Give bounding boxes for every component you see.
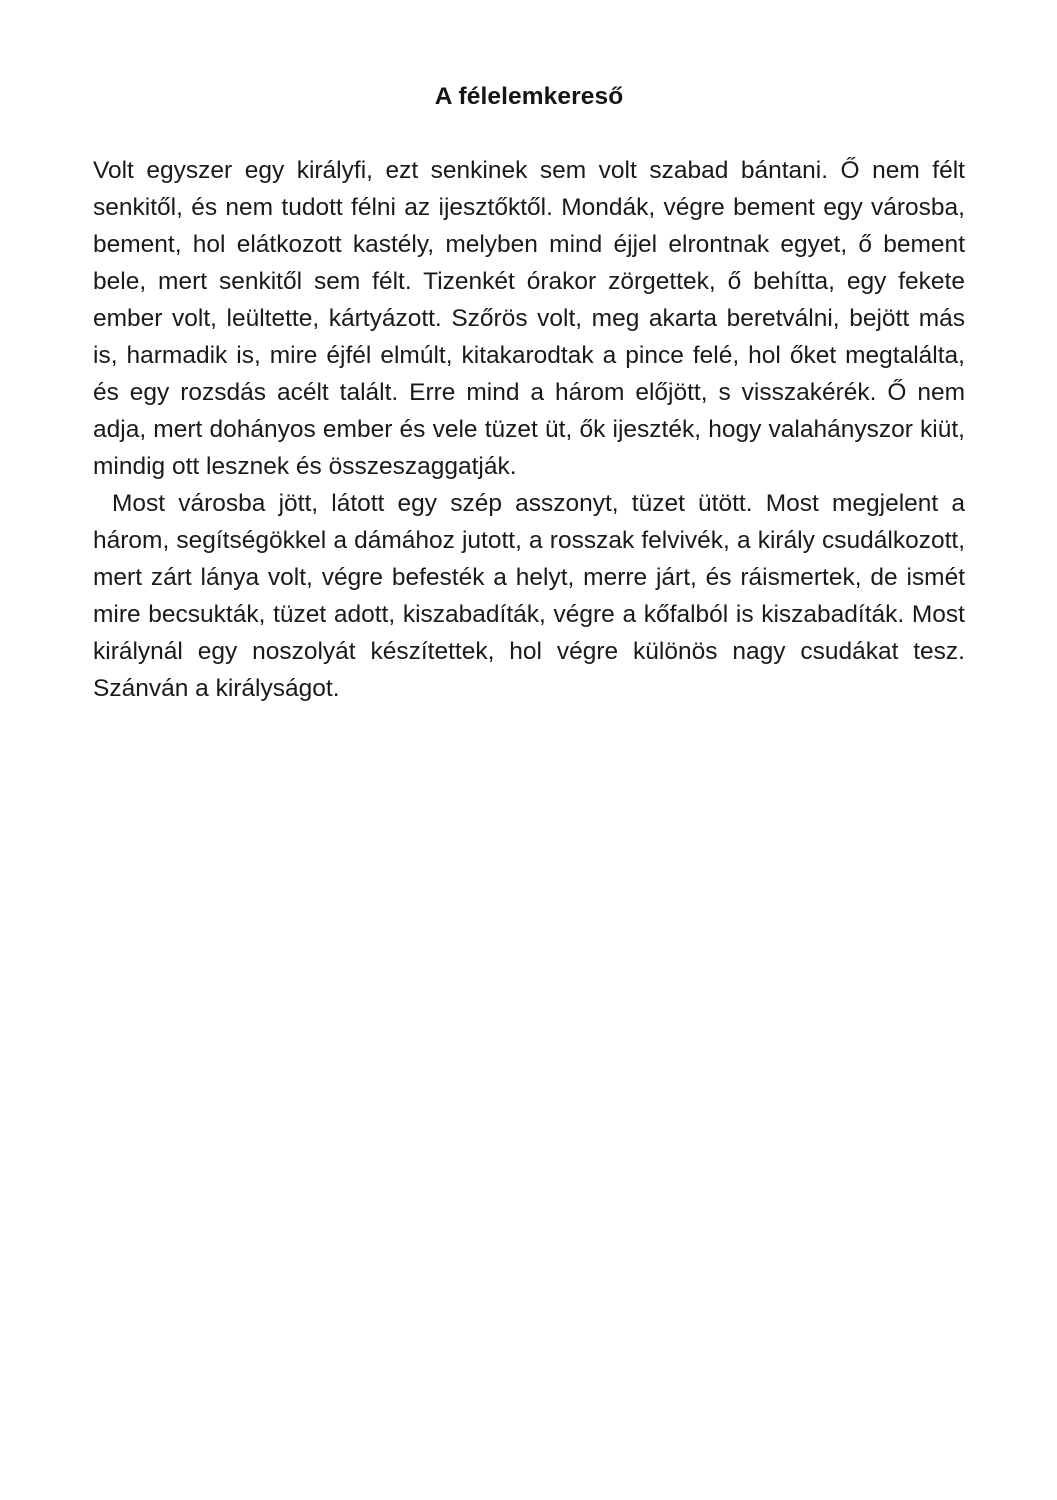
document-content [93, 78, 965, 707]
paragraph-2: Most városba jött, látott egy szép asszonyt, tüzet ütött. Most megjelent a három, segítségökkel a dámához jutott, a rosszak felvivék, a király csudálkozott, mert zárt lánya volt, végre befesték a helyt, merre járt, és ráismertek, de ismét mire becsukták, tüzet adott, kiszabadíták, végre a kőfalból is kiszabadíták. Most királynál egy noszolyát készítettek, hol végre különös nagy csudákat tesz. Szánván a királyságot. [93, 490, 965, 702]
paragraph-1: Volt egyszer egy királyfi, ezt senkinek sem volt szabad bántani. Ő nem félt senkitől, és nem tudott félni az ijesztőktől. Mondák, végre bement egy városba, bement, hol elátkozott kastély, melyben mind éjjel elrontnak egyet, ő bement bele, mert senkitől sem félt. Tizenkét órakor zörgettek, ő behítta, egy fekete ember volt, leültette, kártyázott. Szőrös volt, meg akarta beretválni, bejött más is, harmadik is, mire éjfél elmúlt, kitakarodtak a pince felé, hol őket megtalálta, és egy rozsdás acélt talált. Erre mind a három előjött, s visszakérék. Ő nem adja, mert dohányos ember és vele tüzet üt, ők ijeszték, hogy valahányszor kiüt, mindig ott lesznek és összeszaggatják. [93, 157, 965, 480]
page-title: A félelemkereső [434, 83, 624, 110]
title-spacer [93, 116, 965, 152]
